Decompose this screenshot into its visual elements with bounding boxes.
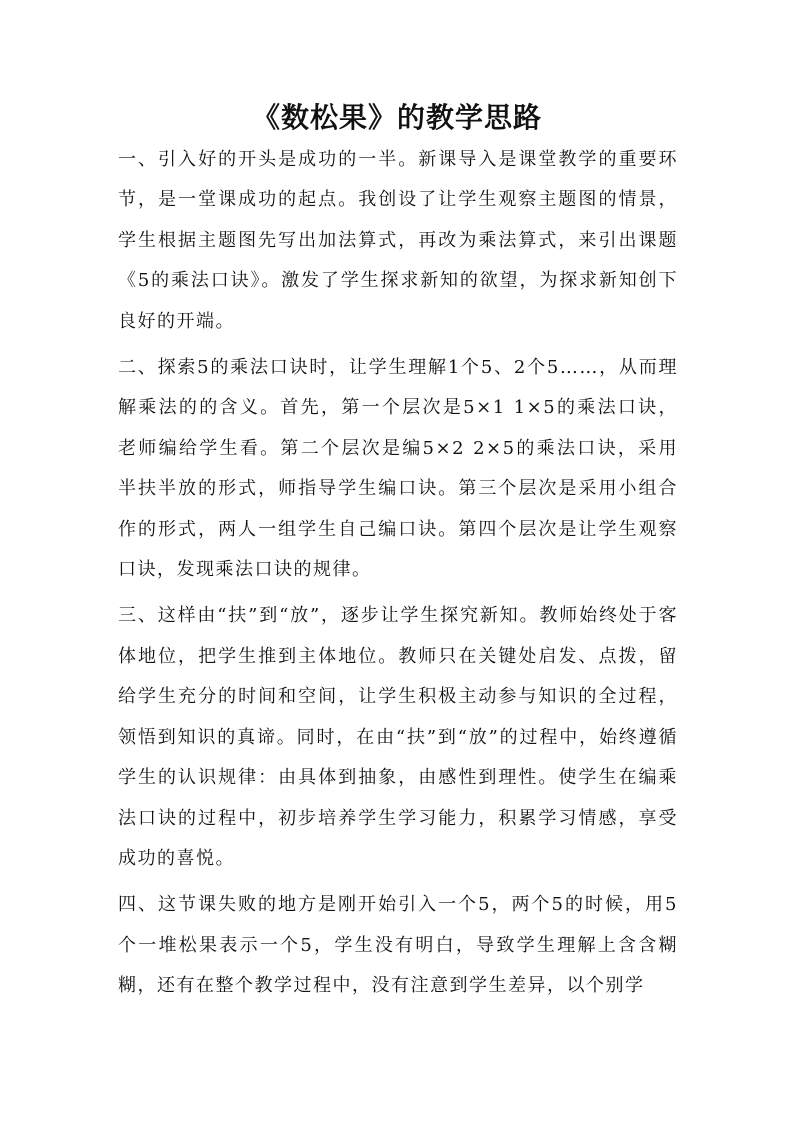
document-title: 《数松果》的教学思路 — [251, 101, 542, 134]
document-body — [118, 140, 678, 1007]
paragraph-2: 二、探索5的乘法口诀时，让学生理解1个5、2个5……，从而理解乘法的的含义。首先，第一个层次是5×1 1×5的乘法口诀，老师编给学生看。第二个层次是编5×2 2×5的乘法口诀，采用半扶半放的形式，师指导学生编口诀。第三个层次是采用小组合作的形式，两人一组学生自己编口诀。第四个层次是让学生观察口诀，发现乘法口诀的规律。 — [118, 357, 678, 581]
paragraph-1: 一、引入好的开头是成功的一半。新课导入是课堂教学的重要环节，是一堂课成功的起点。我创设了让学生观察主题图的情景，学生根据主题图先写出加法算式，再改为乘法算式，来引出课题《5的乘法口诀》。激发了学生探求新知的欲望，为探求新知创下良好的开端。 — [118, 149, 678, 332]
paragraph-4: 四、这节课失败的地方是刚开始引入一个5，两个5的时候，用5个一堆松果表示一个5，学生没有明白，导致学生理解上含含糊糊，还有在整个教学过程中，没有注意到学生差异，以个别学 — [118, 894, 678, 997]
paragraph-3: 三、这样由“扶”到“放”，逐步让学生探究新知。教师始终处于客体地位，把学生推到主体地位。教师只在关键处启发、点拨，留给学生充分的时间和空间，让学生积极主动参与知识的全过程，领悟到知识的真谛。同时，在由“扶”到“放”的过程中，始终遵循学生的认识规律：由具体到抽象，由感性到理性。使学生在编乘法口诀的过程中，初步培养学生学习能力，积累学习情感，享受成功的喜悦。 — [118, 605, 678, 869]
